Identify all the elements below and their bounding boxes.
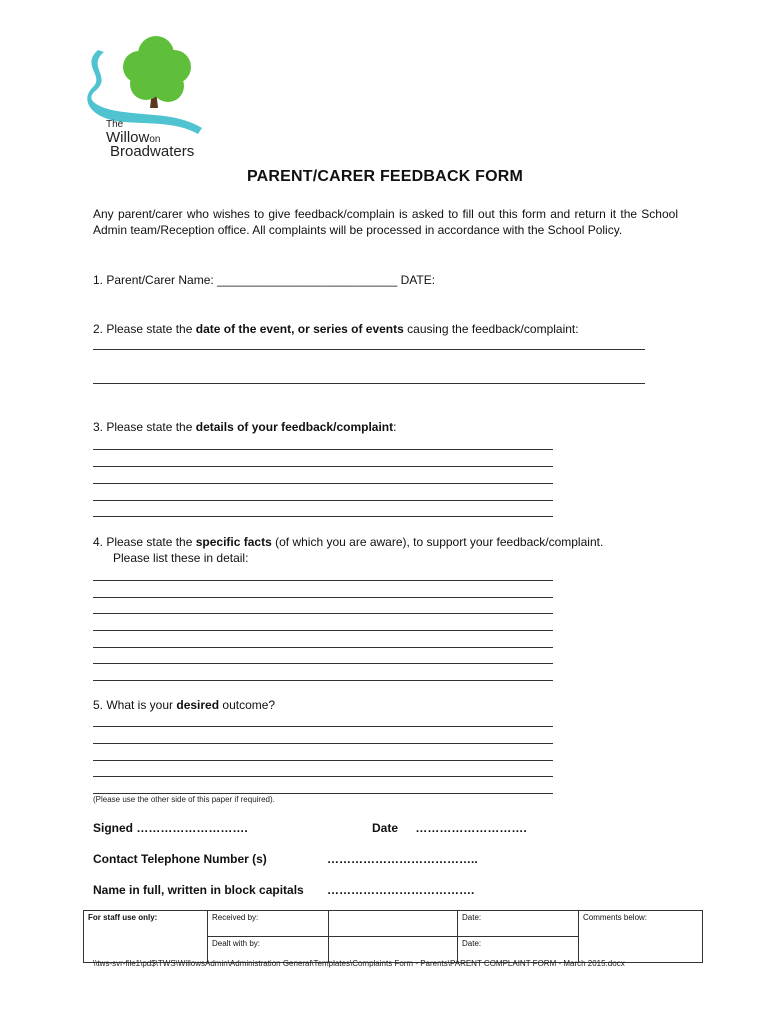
question-2 (93, 321, 579, 337)
answer-line[interactable] (93, 500, 553, 501)
question-4 (93, 534, 603, 566)
dealt-date-label: Date: (458, 937, 579, 963)
answer-line[interactable] (93, 793, 553, 794)
block-capitals-field[interactable]: ………………………………. (327, 883, 475, 897)
staff-use-header: For staff use only: (84, 911, 208, 963)
question-3-post: : (393, 420, 397, 434)
form-title: PARENT/CARER FEEDBACK FORM (246, 168, 523, 185)
answer-line[interactable] (93, 613, 553, 614)
block-capitals-label: Name in full, written in block capitals (93, 883, 304, 897)
answer-line[interactable] (93, 743, 553, 744)
logo-text-on: on (149, 134, 161, 145)
dealt-with-label: Dealt with by: (208, 937, 329, 963)
question-3 (93, 419, 396, 435)
phone-field[interactable]: ……………………………….. (327, 852, 478, 866)
answer-line[interactable] (93, 516, 553, 517)
received-by-label: Received by: (208, 911, 329, 937)
question-3-pre: 3. Please state the (93, 420, 196, 434)
comments-label: Comments below: (579, 911, 703, 963)
answer-line[interactable] (93, 466, 553, 467)
parent-name-label: 1. Parent/Carer Name: (93, 273, 214, 287)
answer-line[interactable] (93, 663, 553, 664)
other-side-note: (Please use the other side of this paper if required). (93, 795, 275, 804)
answer-line[interactable] (93, 680, 553, 681)
school-logo (84, 32, 214, 162)
logo-text-broadwaters: Broadwaters (110, 143, 195, 160)
answer-line[interactable] (93, 630, 553, 631)
signed-row (93, 821, 248, 835)
question-2-post: causing the feedback/complaint: (403, 322, 579, 336)
signed-label: Signed (93, 821, 134, 835)
question-4-bold: specific facts (195, 535, 272, 549)
answer-line[interactable] (93, 647, 553, 648)
answer-line[interactable] (93, 776, 553, 777)
question-4-line2: Please list these in detail: (113, 551, 249, 565)
parent-name-field[interactable]: ___________________________ (217, 273, 398, 287)
signed-date-row (372, 821, 527, 835)
question-2-bold: date of the event, or series of events (195, 322, 404, 336)
logo-text-the: The (106, 119, 124, 130)
question-4-post: (of which you are aware), to support your feedback/complaint. (271, 535, 604, 549)
received-date-label: Date: (458, 911, 579, 937)
file-path-footer: \\tws-svr-file1\pd$\TWS\WillowsAdmin\Administration General\Templates\Complaints Form - Parents\PARENT COMPLAINT FORM - March 2015.docx (93, 959, 625, 968)
phone-label: Contact Telephone Number (s) (93, 852, 267, 866)
received-by-field[interactable] (329, 911, 458, 937)
question-5 (93, 697, 275, 713)
question-2-pre: 2. Please state the (93, 322, 196, 336)
question-1 (93, 272, 435, 288)
answer-line[interactable] (93, 760, 553, 761)
logo-text-willow-word: Willow (106, 129, 150, 146)
answer-line[interactable] (93, 597, 553, 598)
question-4-line1 (93, 534, 603, 550)
answer-line[interactable] (93, 726, 553, 727)
question-3-bold: details of your feedback/complaint (195, 420, 394, 434)
signed-field[interactable]: ………………………. (136, 821, 248, 835)
question-5-post: outcome? (219, 698, 276, 712)
signed-date-field[interactable]: ………………………. (415, 821, 527, 835)
answer-line[interactable] (93, 383, 645, 384)
question-5-bold: desired (176, 698, 220, 712)
intro-paragraph: Any parent/carer who wishes to give feedback/complain is asked to fill out this form and return it the School Admin team/Reception office. All complaints will be processed in accordance with the School Policy. (93, 207, 678, 237)
signed-date-label: Date (372, 821, 399, 835)
date-label: DATE: (400, 273, 436, 287)
answer-line[interactable] (93, 580, 553, 581)
table-row (84, 911, 703, 937)
question-5-pre: 5. What is your (93, 698, 177, 712)
answer-line[interactable] (93, 349, 645, 350)
staff-use-table (83, 910, 703, 963)
answer-line[interactable] (93, 483, 553, 484)
answer-line[interactable] (93, 449, 553, 450)
question-4-pre: 4. Please state the (93, 535, 196, 549)
